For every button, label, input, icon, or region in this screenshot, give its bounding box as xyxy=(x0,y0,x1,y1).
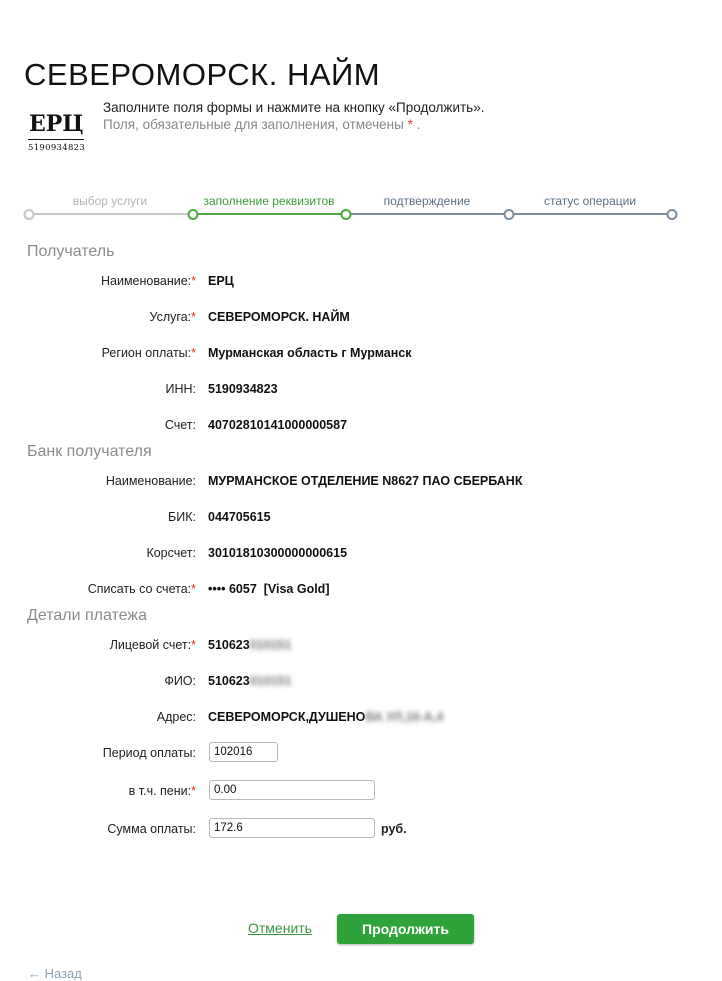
fio-label: ФИО: xyxy=(164,674,196,688)
region-label: Регион оплаты:* xyxy=(101,346,196,360)
required-mark: * xyxy=(191,638,196,652)
cancel-link[interactable]: Отменить xyxy=(248,920,312,936)
bank-name-value: МУРМАНСКОЕ ОТДЕЛЕНИЕ N8627 ПАО СБЕРБАНК xyxy=(208,474,523,488)
section-bank: Банк получателя xyxy=(27,443,152,460)
page-title: СЕВЕРОМОРСК. НАЙМ xyxy=(24,56,381,92)
section-recipient: Получатель xyxy=(27,243,115,260)
bik-row xyxy=(0,508,722,528)
fio-row xyxy=(0,672,722,692)
recipient-name-value: ЕРЦ xyxy=(208,274,234,288)
bik-label: БИК: xyxy=(168,510,196,524)
corr-account-label: Корсчет: xyxy=(146,546,196,560)
section-payment-details: Детали платежа xyxy=(27,607,147,624)
required-mark: * xyxy=(191,310,196,324)
sum-input[interactable] xyxy=(209,818,375,838)
fio-value: 510623010151 xyxy=(208,674,292,688)
step-dot-3 xyxy=(341,209,352,220)
region-value: Мурманская область г Мурманск xyxy=(208,346,412,360)
step-dot-4 xyxy=(504,209,515,220)
logo-divider xyxy=(28,139,84,140)
address-row xyxy=(0,708,722,728)
step-dot-5 xyxy=(667,209,678,220)
bank-name-row xyxy=(0,472,722,492)
logo-text: ЕРЦ xyxy=(29,111,84,137)
redacted-text: 010151 xyxy=(249,674,292,688)
recipient-name-row xyxy=(0,272,722,292)
personal-account-row xyxy=(0,636,722,656)
intro-required-note xyxy=(103,117,484,132)
inn-value: 5190934823 xyxy=(208,382,278,396)
address-label: Адрес: xyxy=(156,710,196,724)
personal-account-value: 510623010151 xyxy=(208,638,292,652)
personal-account-label: Лицевой счет:* xyxy=(109,638,196,652)
required-mark: * xyxy=(191,346,196,360)
currency-unit: руб. xyxy=(381,822,407,836)
account-label: Счет: xyxy=(164,418,196,432)
debit-account-value[interactable]: •••• 6057 [Visa Gold] xyxy=(208,582,330,596)
bank-name-label: Наименование: xyxy=(105,474,196,488)
recipient-name-label: Наименование:* xyxy=(101,274,196,288)
step-dot-2 xyxy=(188,209,199,220)
region-row xyxy=(0,344,722,364)
account-row xyxy=(0,416,722,436)
penalty-label: в т.ч. пени:* xyxy=(128,784,196,798)
penalty-input[interactable] xyxy=(209,780,375,800)
corr-account-row xyxy=(0,544,722,564)
redacted-text: ВА УЛ,16-А,4 xyxy=(365,710,444,724)
account-value: 40702810141000000587 xyxy=(208,418,348,432)
intro-instruction: Заполните поля формы и нажмите на кнопку «Продолжить». xyxy=(103,100,485,115)
step-label-select-service: выбор услуги xyxy=(72,194,148,208)
step-label-confirmation: подтверждение xyxy=(383,194,471,208)
period-input[interactable] xyxy=(209,742,278,762)
redacted-text: 010151 xyxy=(249,638,292,652)
corr-account-value: 30101810300000000615 xyxy=(208,546,348,560)
required-mark: * xyxy=(191,784,196,798)
logo-code: 5190934823 xyxy=(28,143,86,153)
step-dot-1 xyxy=(24,209,35,220)
penalty-row xyxy=(0,782,722,802)
required-mark: * xyxy=(407,117,413,132)
step-label-fill-details: заполнение реквизитов xyxy=(203,194,335,208)
service-row xyxy=(0,308,722,328)
bik-value: 044705615 xyxy=(208,510,271,524)
sum-row xyxy=(0,820,722,840)
required-mark: * xyxy=(191,582,196,596)
step-segment-active xyxy=(193,213,346,215)
intro-text xyxy=(103,100,484,132)
step-progress xyxy=(29,194,672,224)
inn-label: ИНН: xyxy=(165,382,196,396)
debit-account-row xyxy=(0,580,722,600)
step-label-operation-status: статус операции xyxy=(543,194,637,208)
debit-account-label: Списать со счета:* xyxy=(87,582,196,596)
address-value: СЕВЕРОМОРСК,ДУШЕНОВА УЛ,16-А,4 xyxy=(208,710,444,724)
continue-button[interactable]: Продолжить xyxy=(337,914,474,944)
inn-row xyxy=(0,380,722,400)
required-mark: * xyxy=(191,274,196,288)
service-value: СЕВЕРОМОРСК. НАЙМ xyxy=(208,310,350,324)
intro-required-text: Поля, обязательные для заполнения, отмечены xyxy=(103,117,404,132)
back-link[interactable]: ← Назад xyxy=(28,966,82,981)
erc-logo xyxy=(28,112,84,153)
intro-required-end: . xyxy=(416,117,421,132)
sum-label: Сумма оплаты: xyxy=(107,822,196,836)
period-row xyxy=(0,744,722,764)
period-label: Период оплаты: xyxy=(102,746,196,760)
service-label: Услуга:* xyxy=(149,310,196,324)
step-segment-done xyxy=(29,213,193,215)
